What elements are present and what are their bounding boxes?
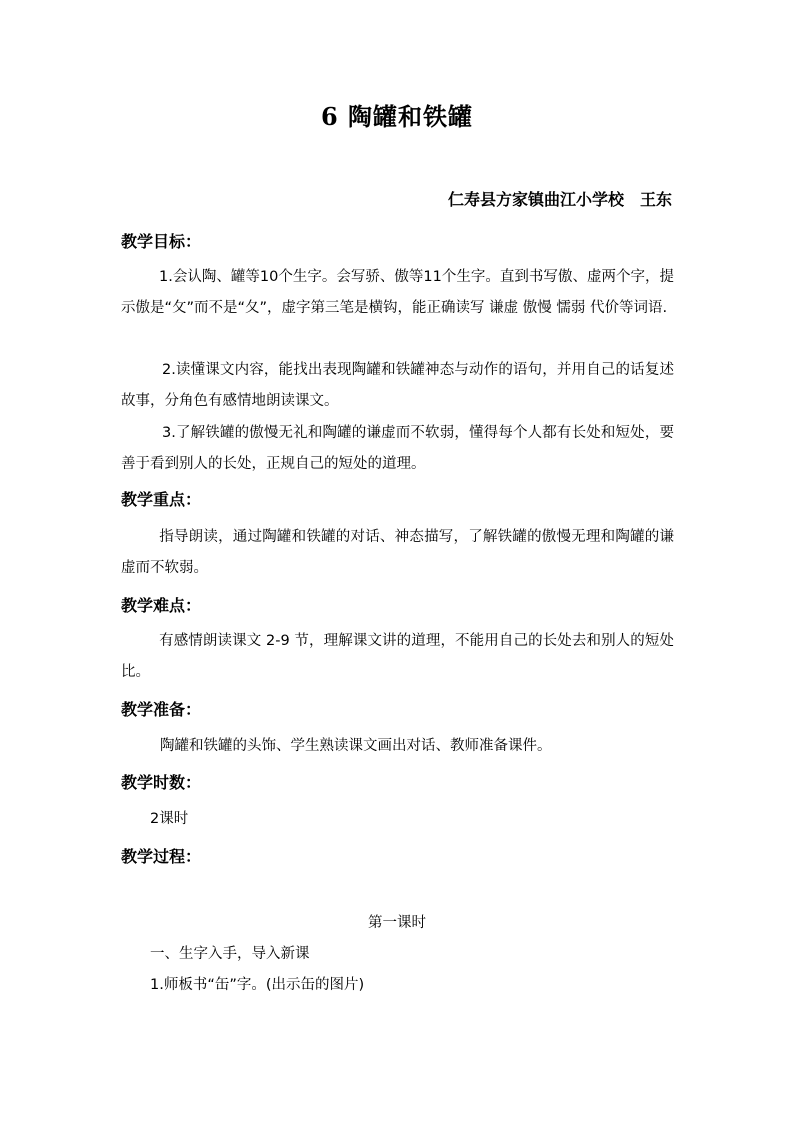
- process-heading: 教学过程：: [121, 847, 202, 866]
- key-points-text: 指导朗读，通过陶罐和铁罐的对话、神态描写，了解铁罐的傲慢无理和陶罐的谦虚而不软弱。: [121, 529, 674, 576]
- goal-item-3: 3.了解铁罐的傲慢无礼和陶罐的谦虚而不软弱，懂得每个人都有长处和短处，要善于看到别人的长处，正规自己的短处的道理。: [121, 425, 674, 472]
- goal-item-1: 1.会认陶、罐等10个生字。会写骄、傲等11个生字。直到书写傲、虚两个字，提示傲是“攵”而不是“夂”，虚字第三笔是横钩，能正确读写 谦虚 傲慢 懦弱 代价等词语.: [121, 269, 674, 316]
- process-step: 一、生字入手，导入新课: [150, 946, 310, 962]
- author-teacher: 王东: [639, 190, 672, 209]
- difficulties-heading: 教学难点：: [121, 596, 202, 615]
- process-sub-step: 1.师板书“缶”字。(出示缶的图片): [150, 977, 365, 993]
- key-points-heading: 教学重点：: [121, 490, 202, 509]
- preparation-heading: 教学准备：: [121, 700, 202, 719]
- author-school: 仁寿县方家镇曲江小学校: [447, 190, 624, 209]
- goals-heading: 教学目标：: [121, 232, 202, 251]
- difficulties-text: 有感情朗读课文 2-9 节，理解课文讲的道理，不能用自己的长处去和别人的短处比。: [121, 633, 674, 680]
- document-title: 6 陶罐和铁罐: [320, 102, 474, 131]
- hours-heading: 教学时数：: [121, 773, 202, 792]
- lesson-title: 第一课时: [368, 915, 426, 931]
- author-line: [448, 188, 672, 212]
- goal-item-2: 2.读懂课文内容，能找出表现陶罐和铁罐神态与动作的语句，并用自己的话复述故事，分角色有感情地朗读课文。: [121, 362, 674, 409]
- preparation-text: 陶罐和铁罐的头饰、学生熟读课文画出对话、教师准备课件。: [160, 738, 552, 754]
- hours-text: 2课时: [150, 811, 189, 827]
